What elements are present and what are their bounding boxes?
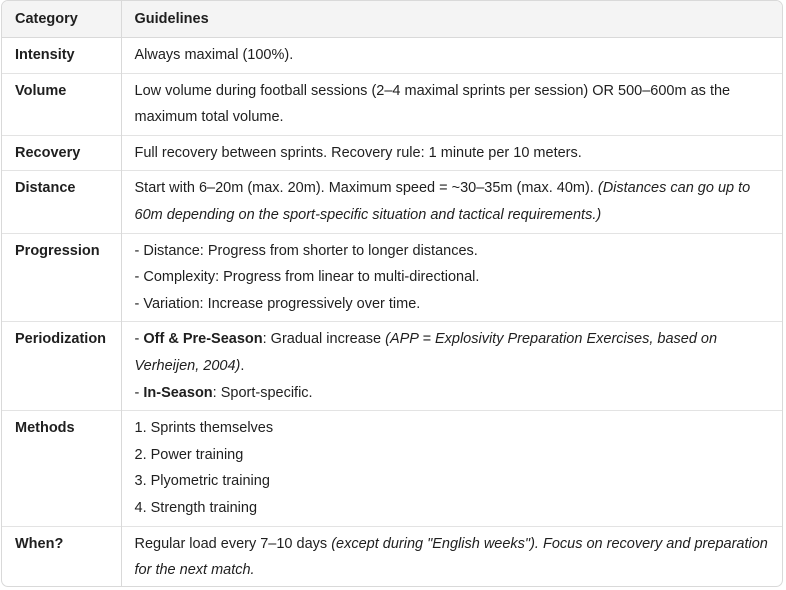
table-row — [2, 411, 782, 526]
table-header-row — [2, 1, 782, 38]
guideline-cell — [121, 411, 782, 526]
guideline-line: - Complexity: Progress from linear to multi-directional. — [134, 269, 480, 286]
table-row — [2, 171, 782, 233]
guideline-line: 2. Power training — [134, 446, 244, 463]
category-cell: Methods — [2, 411, 121, 526]
category-cell: Recovery — [2, 135, 121, 171]
guideline-cell — [121, 526, 782, 587]
guidelines-table — [2, 1, 782, 587]
guideline-line: 1. Sprints themselves — [134, 420, 274, 437]
guideline-cell: Always maximal (100%). — [121, 38, 782, 74]
table-row — [2, 38, 782, 74]
season-label: In-Season — [143, 384, 213, 401]
guideline-cell — [121, 233, 782, 322]
guideline-italic-note: (APP = Explosivity Preparation Exercises, based on Verheijen, 2004) — [134, 331, 718, 374]
guideline-cell: Full recovery between sprints. Recovery rule: 1 minute per 10 meters. — [121, 135, 782, 171]
guideline-cell: Low volume during football sessions (2–4 maximal sprints per session) OR 500–600m as the maximum total volume. — [121, 73, 782, 135]
line-end: . — [240, 357, 245, 374]
guideline-text: : Sport-specific. — [212, 384, 313, 401]
guideline-italic-note: (except during "English weeks"). Focus on recovery and preparation for the next match. — [134, 535, 768, 579]
guideline-text: : Gradual increase — [262, 331, 386, 348]
guideline-line: - Variation: Increase progressively over time. — [134, 295, 421, 312]
guideline-text: Start with 6–20m (max. 20m). Maximum speed = ~30–35m (max. 40m). — [134, 180, 598, 197]
category-cell: Progression — [2, 233, 121, 322]
line-prefix: - — [134, 384, 144, 401]
category-cell: Volume — [2, 73, 121, 135]
table-row — [2, 526, 782, 587]
guideline-text: Regular load every 7–10 days — [134, 535, 332, 552]
category-cell: Intensity — [15, 47, 75, 63]
line-prefix: - — [134, 331, 144, 348]
category-cell: When? — [2, 526, 121, 587]
table-row — [2, 135, 782, 171]
guidelines-table-container — [1, 0, 783, 587]
header-category: Category — [2, 1, 121, 38]
guideline-line: 3. Plyometric training — [134, 473, 270, 490]
guideline-cell — [121, 171, 782, 233]
guideline-line — [135, 326, 771, 379]
guideline-cell — [121, 322, 782, 411]
table-row — [2, 73, 782, 135]
header-guidelines: Guidelines — [121, 1, 782, 38]
season-label: Off & Pre-Season — [143, 331, 263, 348]
table-row — [2, 322, 782, 411]
guideline-italic-note: (Distances can go up to 60m depending on the sport-specific situation and tactical requirements.) — [134, 180, 751, 223]
table-row — [2, 233, 782, 322]
category-cell: Distance — [2, 171, 121, 233]
category-cell: Periodization — [2, 322, 121, 411]
guideline-line — [135, 380, 771, 407]
guideline-line: 4. Strength training — [134, 499, 258, 516]
guideline-line: - Distance: Progress from shorter to longer distances. — [134, 242, 478, 259]
